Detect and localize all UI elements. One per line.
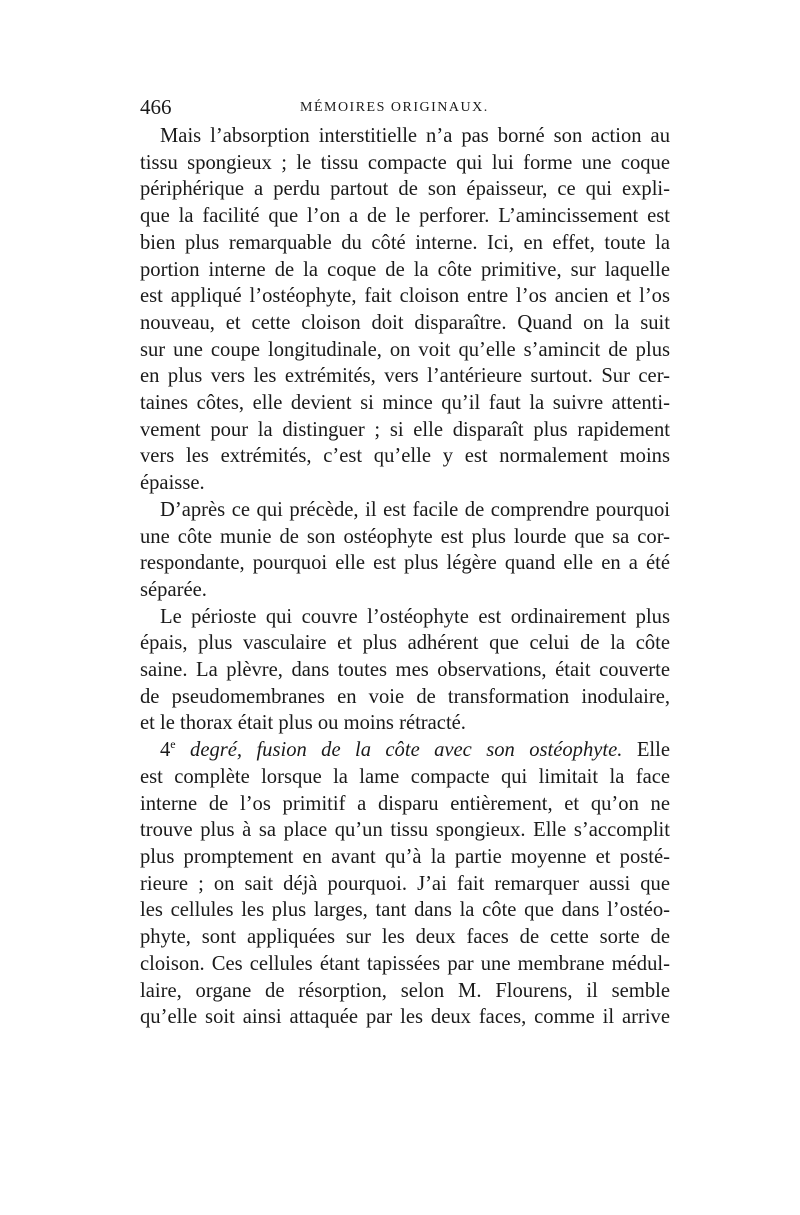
book-page: [140, 93, 670, 1031]
text-line: une côte munie de son ostéophyte est plus lourde que sa cor-: [140, 525, 670, 548]
section-heading: degré, fusion de la côte avec son ostéophyte.: [190, 739, 623, 762]
text-line: nouveau, et cette cloison doit disparaître. Quand on la suit: [140, 311, 670, 334]
text-line: en plus vers les extrémités, vers l’antérieure surtout. Sur cer-: [140, 365, 670, 388]
text-line: épaisse.: [140, 472, 205, 495]
section-number: 4: [160, 739, 171, 762]
text-line: et le thorax était plus ou moins rétracté.: [140, 712, 466, 735]
text-line: est complète lorsque la lame compacte qui limitait la face: [140, 765, 670, 788]
text-line: vers les extrémités, c’est qu’elle y est normalement moins: [140, 445, 670, 468]
text-line: tissu spongieux ; le tissu compacte qui lui forme une coque: [140, 151, 670, 174]
text-line: trouve plus à sa place qu’un tissu spongieux. Elle s’accomplit: [140, 819, 670, 842]
text-line: les cellules les plus larges, tant dans la côte que dans l’ostéo-: [140, 899, 670, 922]
text-line: périphérique a perdu partout de son épaisseur, ce qui expli-: [140, 178, 670, 201]
page-number: 466: [140, 95, 172, 119]
paragraph-2: [140, 497, 670, 604]
text-line: est appliqué l’ostéophyte, fait cloison entre l’os ancien et l’os: [140, 285, 670, 308]
text-line: que la facilité que l’on a de le perforer. L’amincissement est: [140, 205, 670, 228]
text-line: séparée.: [140, 578, 207, 601]
text-line: rieure ; on sait déjà pourquoi. J’ai fait remarquer aussi que: [140, 872, 670, 895]
text-line: de pseudomembranes en voie de transformation inodulaire,: [140, 685, 670, 708]
paragraph-4: [140, 737, 670, 1031]
paragraph-1: [140, 123, 670, 497]
running-title: MÉMOIRES ORIGINAUX.: [300, 100, 489, 115]
section-heading-continuation: Elle: [636, 739, 670, 762]
paragraph-3: [140, 604, 670, 738]
text-line: bien plus remarquable du côté interne. Ici, en effet, toute la: [140, 231, 670, 254]
text-line: vement pour la distinguer ; si elle disparaît plus rapidement: [140, 418, 670, 441]
text-line: Mais l’absorption interstitielle n’a pas borné son action au: [160, 125, 670, 147]
text-line: sur une coupe longitudinale, on voit qu’elle s’amincit de plus: [140, 338, 670, 361]
text-line: plus promptement en avant qu’à la partie moyenne et posté-: [140, 845, 670, 868]
running-head: [140, 93, 670, 121]
text-line: D’après ce qui précède, il est facile de comprendre pourquoi: [160, 498, 670, 521]
text-line: phyte, sont appliquées sur les deux faces de cette sorte de: [140, 926, 670, 949]
section-heading-line: [140, 737, 670, 764]
text-line: interne de l’os primitif a disparu entièrement, et qu’on ne: [140, 792, 670, 815]
text-line: respondante, pourquoi elle est plus légère quand elle en a été: [140, 552, 670, 575]
section-number-suffix: e: [170, 737, 176, 752]
text-line: taines côtes, elle devient si mince qu’il faut la suivre attenti-: [140, 392, 670, 415]
text-line: portion interne de la coque de la côte primitive, sur laquelle: [140, 258, 670, 281]
text-line: saine. La plèvre, dans toutes mes observations, était couverte: [140, 659, 670, 682]
text-line: épais, plus vasculaire et plus adhérent que celui de la côte: [140, 632, 670, 655]
text-line: laire, organe de résorption, selon M. Flourens, il semble: [140, 979, 670, 1002]
body-text: [140, 123, 670, 1031]
text-line: qu’elle soit ainsi attaquée par les deux faces, comme il arrive: [140, 1006, 670, 1029]
text-line: cloison. Ces cellules étant tapissées par une membrane médul-: [140, 952, 670, 975]
text-line: Le périoste qui couvre l’ostéophyte est ordinairement plus: [160, 605, 670, 628]
